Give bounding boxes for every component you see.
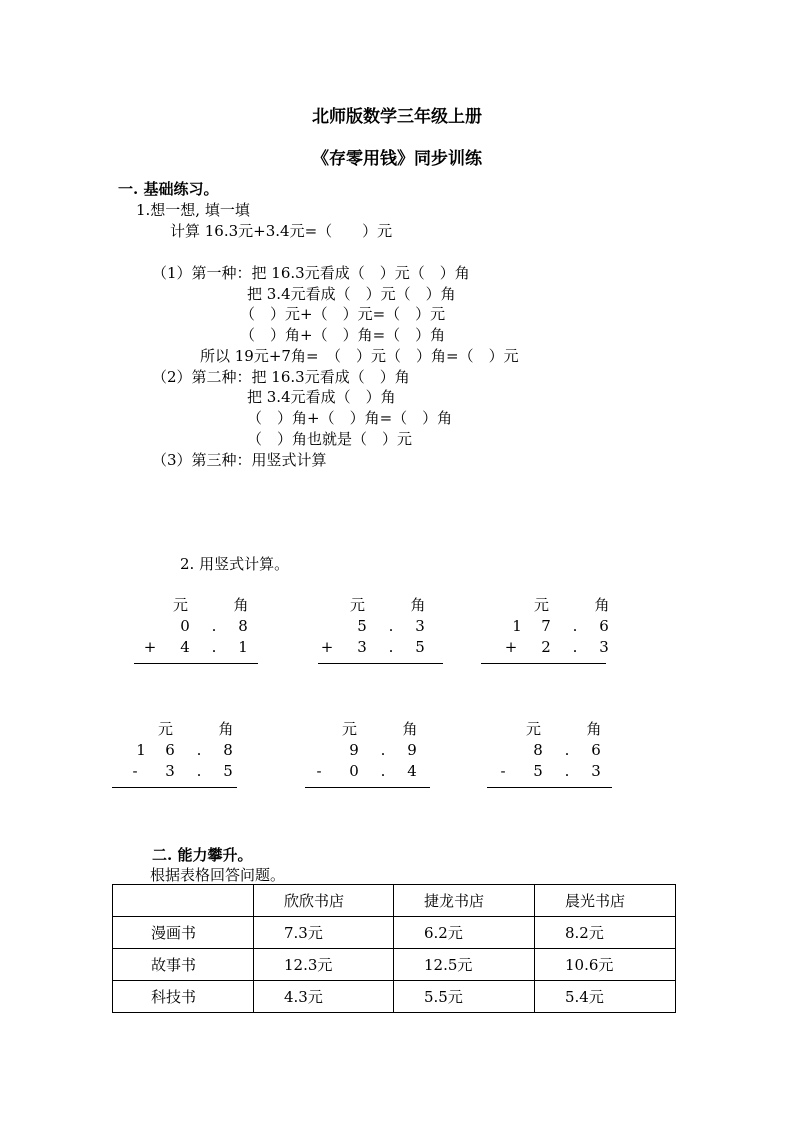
- operand-digit: .: [211, 638, 217, 656]
- answer-line: [318, 663, 443, 664]
- page-title: 北师版数学三年级上册: [312, 107, 482, 127]
- table-cell: 10.6元: [535, 949, 676, 981]
- table-row-label: 科技书: [113, 981, 254, 1013]
- method1-line: （ ）元+（ ）元=（ ）元: [240, 305, 446, 323]
- operand-digit: 4: [180, 638, 190, 656]
- plus-sign: +: [320, 638, 334, 656]
- operand-digit: 0: [349, 762, 359, 780]
- table-row: [113, 981, 676, 1013]
- page-subtitle: 《存零用钱》同步训练: [312, 149, 482, 169]
- answer-line: [481, 663, 606, 664]
- operand-digit: .: [196, 741, 202, 759]
- method2-line: （2）第二种：把 16.3元看成（ ）角: [152, 368, 410, 386]
- operand-digit: .: [564, 762, 570, 780]
- operand-digit: 6: [591, 741, 601, 759]
- operand-digit: 5: [223, 762, 233, 780]
- operand-digit: .: [564, 741, 570, 759]
- minus-sign: -: [132, 762, 138, 780]
- unit-yuan-label: 元: [157, 720, 173, 738]
- operand-digit: 9: [349, 741, 359, 759]
- unit-jiao-label: 角: [586, 720, 602, 738]
- operand-digit: 5: [357, 617, 367, 635]
- section2-heading: 二. 能力攀升。: [152, 846, 253, 864]
- operand-digit: 8: [223, 741, 233, 759]
- operand-digit: .: [211, 617, 217, 635]
- operand-digit: 5: [533, 762, 543, 780]
- unit-jiao-label: 角: [594, 596, 610, 614]
- unit-yuan-label: 元: [341, 720, 357, 738]
- plus-sign: +: [504, 638, 518, 656]
- method1-line: 把 3.4元看成（ ）元（ ）角: [247, 285, 456, 303]
- operand-digit: 1: [512, 617, 522, 635]
- operand-digit: .: [196, 762, 202, 780]
- table-header-cell: 欣欣书店: [254, 885, 394, 917]
- operand-digit: 0: [180, 617, 190, 635]
- unit-yuan-label: 元: [525, 720, 541, 738]
- q1-label: 1.想一想, 填一填: [136, 201, 250, 219]
- operand-digit: 5: [415, 638, 425, 656]
- table-row: [113, 917, 676, 949]
- operand-digit: .: [572, 638, 578, 656]
- unit-yuan-label: 元: [172, 596, 188, 614]
- operand-digit: 6: [599, 617, 609, 635]
- operand-digit: .: [380, 762, 386, 780]
- method2-line: （ ）角+（ ）角=（ ）角: [247, 409, 453, 427]
- answer-line: [134, 663, 258, 664]
- table-header-cell: 晨光书店: [535, 885, 676, 917]
- unit-jiao-label: 角: [218, 720, 234, 738]
- method3-line: （3）第三种：用竖式计算: [152, 451, 327, 469]
- operand-digit: .: [572, 617, 578, 635]
- operand-digit: 3: [165, 762, 175, 780]
- price-table: [112, 884, 676, 1013]
- table-row-label: 故事书: [113, 949, 254, 981]
- operand-digit: 6: [165, 741, 175, 759]
- table-header-row: [113, 885, 676, 917]
- answer-line: [487, 787, 612, 788]
- method1-line: （ ）角+（ ）角=（ ）角: [240, 326, 446, 344]
- table-cell: 6.2元: [394, 917, 535, 949]
- operand-digit: 4: [407, 762, 417, 780]
- method2-line: 把 3.4元看成（ ）角: [247, 388, 396, 406]
- section1-heading: 一. 基础练习。: [118, 180, 219, 198]
- answer-line: [305, 787, 430, 788]
- operand-digit: .: [380, 741, 386, 759]
- table-cell: 7.3元: [254, 917, 394, 949]
- unit-yuan-label: 元: [349, 596, 365, 614]
- table-header-cell: [113, 885, 254, 917]
- operand-digit: 3: [591, 762, 601, 780]
- method2-line: （ ）角也就是（ ）元: [247, 430, 413, 448]
- unit-jiao-label: 角: [402, 720, 418, 738]
- operand-digit: 3: [415, 617, 425, 635]
- table-cell: 5.4元: [535, 981, 676, 1013]
- operand-digit: 1: [136, 741, 146, 759]
- minus-sign: -: [316, 762, 322, 780]
- answer-line: [112, 787, 237, 788]
- method1-line: （1）第一种：把 16.3元看成（ ）元（ ）角: [152, 264, 470, 282]
- table-header-cell: 捷龙书店: [394, 885, 535, 917]
- table-cell: 12.5元: [394, 949, 535, 981]
- operand-digit: .: [388, 638, 394, 656]
- minus-sign: -: [500, 762, 506, 780]
- method1-line: 所以 19元+7角= （ ）元（ ）角=（ ）元: [200, 347, 519, 365]
- table-cell: 5.5元: [394, 981, 535, 1013]
- q2-label: 2. 用竖式计算。: [180, 555, 290, 573]
- operand-digit: 7: [541, 617, 551, 635]
- operand-digit: 2: [541, 638, 551, 656]
- unit-jiao-label: 角: [410, 596, 426, 614]
- operand-digit: 1: [238, 638, 248, 656]
- plus-sign: +: [143, 638, 157, 656]
- table-cell: 12.3元: [254, 949, 394, 981]
- table-cell: 4.3元: [254, 981, 394, 1013]
- operand-digit: 3: [357, 638, 367, 656]
- operand-digit: 8: [238, 617, 248, 635]
- table-row-label: 漫画书: [113, 917, 254, 949]
- operand-digit: 8: [533, 741, 543, 759]
- unit-yuan-label: 元: [533, 596, 549, 614]
- operand-digit: 9: [407, 741, 417, 759]
- q1-prompt: 计算 16.3元+3.4元=（ ）元: [170, 222, 393, 240]
- table-row: [113, 949, 676, 981]
- table-cell: 8.2元: [535, 917, 676, 949]
- section2-intro: 根据表格回答问题。: [150, 866, 286, 884]
- unit-jiao-label: 角: [233, 596, 249, 614]
- operand-digit: .: [388, 617, 394, 635]
- operand-digit: 3: [599, 638, 609, 656]
